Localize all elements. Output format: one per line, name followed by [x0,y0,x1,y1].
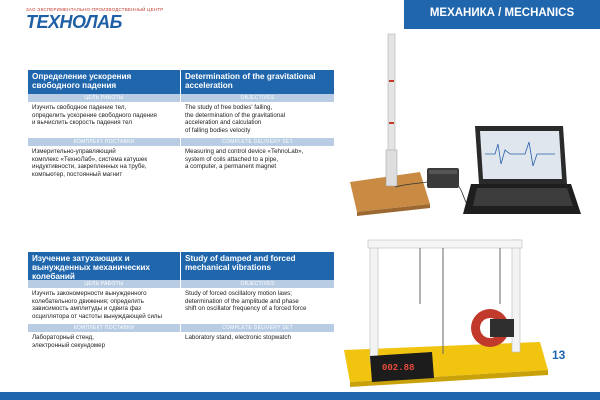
goal-text-en: Study of forced oscillatory motion laws; determination of the amplitude and phase shift on oscillator frequency of a forced force [185,290,307,313]
page-number: 13 [552,348,566,362]
kit-label-row [28,324,334,332]
control-device-top [429,170,457,174]
goal-label-en: OBJECTIVES [240,95,275,101]
kit-text-en: Laboratory stand, electronic stopwatch [185,334,291,341]
goal-text-ru: Изучить закономерности вынужденного колебательного движения; определить зависимость амплитуды и сдвига фаз осциллятора от частоты вынуждающей силы [32,290,162,320]
kit-label-ru: КОМПЛЕКТ ПОСТАВКИ [28,324,181,332]
free-fall-apparatus-photo [345,32,590,222]
laptop-keys [473,188,573,206]
kit-label-en: COMPLETE DELIVERY SET [222,325,293,331]
experiment-table-1 [28,70,334,180]
goal-label-ru: ЦЕЛЬ РАБОТЫ [28,94,181,102]
kit-label-row [28,138,334,146]
kit-text-ru: Измерительно-управляющий комплекс «ТехноЛаб», система катушек индуктивности, закрепленных на трубе, компьютер, постоянный магнит [32,148,148,178]
kit-label-en: COMPLETE DELIVERY SET [222,139,293,145]
experiment-title-ru: Определение ускорения свободного падения [28,70,181,94]
kit-text-ru: Лабораторный стенд, электронный секундомер [32,334,106,349]
kit-row [28,146,334,180]
experiment-title-en: Determination of the gravitational acceleration [185,72,316,90]
kit-label-ru: КОМПЛЕКТ ПОСТАВКИ [28,138,181,146]
goal-row [28,288,334,324]
laptop-screen [480,131,562,179]
section-title: МЕХАНИКА / MECHANICS [429,7,575,19]
tube-holder [386,150,397,186]
motor [490,319,514,337]
coil-marker [389,122,394,124]
stopwatch-display: 002.88 [382,363,415,373]
experiment-title-row [28,252,334,280]
frame-left-post [370,244,378,362]
logo-tagline: ЗАО ЭКСПЕРИМЕНТАЛЬНО-ПРОИЗВОДСТВЕННЫЙ ЦЕНТР [26,7,164,12]
bottom-band [0,392,600,400]
coil-marker [389,80,394,82]
goal-label-row [28,94,334,102]
kit-row [28,332,334,354]
experiment-table-2 [28,252,334,354]
goal-text-en: The study of free bodies' falling, the determination of the gravitational acceleration and calculation of falling bodies velocity [185,104,286,134]
frame-top-bar [368,240,522,248]
goal-label-en: OBJECTIVES [240,281,275,287]
goal-row [28,102,334,138]
kit-text-en: Measuring and control device «TehnoLab», system of coils attached to a pipe, a computer, a permanent magnet [185,148,304,171]
goal-label-ru: ЦЕЛЬ РАБОТЫ [28,280,181,288]
experiment-title-row [28,70,334,94]
company-logo [12,4,172,30]
goal-text-ru: Изучить свободное падение тел, определить ускорение свободного падения и вычислить скорость падения тел [32,104,157,127]
logo-text: ТЕХНОЛАБ [26,12,122,32]
goal-label-row [28,280,334,288]
experiment-title-en: Study of damped and forced mechanical vibrations [185,254,296,272]
experiment-title-ru: Изучение затухающих и вынужденных механических колебаний [28,252,181,280]
oscillation-stand-photo [340,230,550,390]
